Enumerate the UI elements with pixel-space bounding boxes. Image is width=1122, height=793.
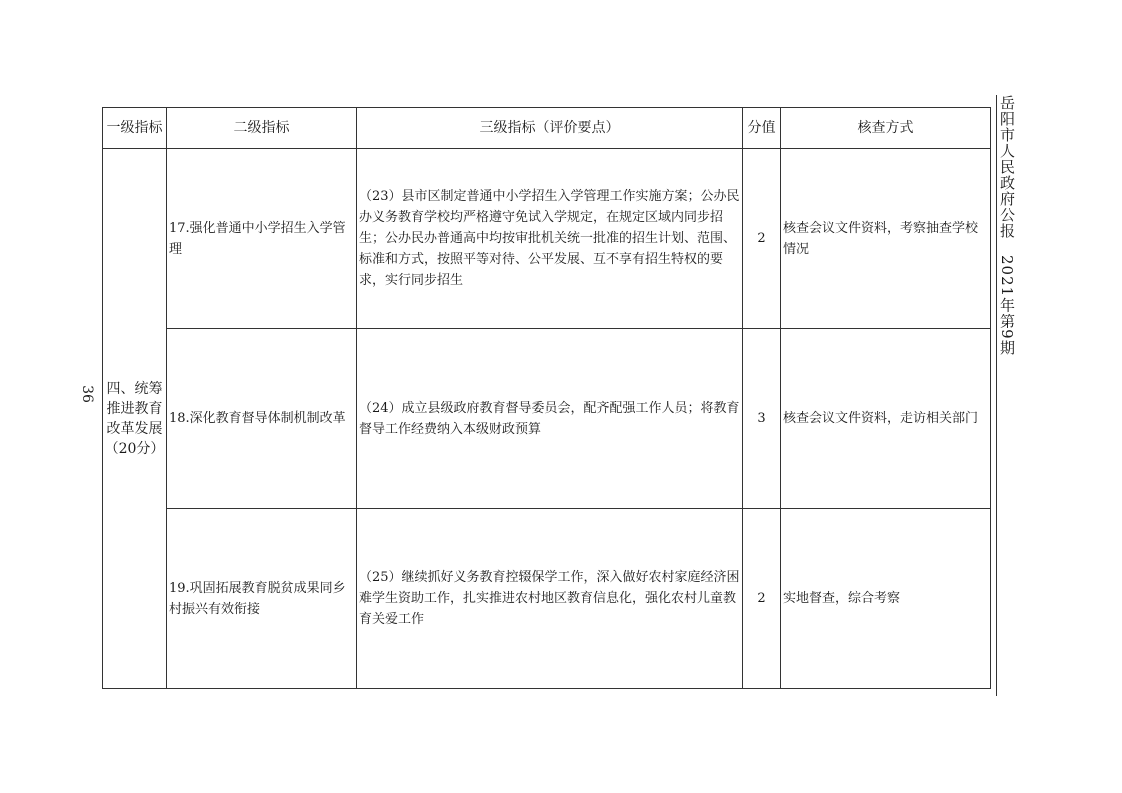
table-header-row <box>103 108 991 149</box>
level3-indicator-cell: （25）继续抓好义务教育控辍保学工作，深入做好农村家庭经济困难学生资助工作，扎实推进农村地区教育信息化，强化农村儿童教育关爱工作 <box>357 509 743 689</box>
level3-indicator-cell: （24）成立县级政府教育督导委员会，配齐配强工作人员；将教育督导工作经费纳入本级财政预算 <box>357 329 743 509</box>
header-method: 核查方式 <box>781 108 991 149</box>
level2-indicator-cell: 19.巩固拓展教育脱贫成果同乡村振兴有效衔接 <box>167 509 357 689</box>
score-cell: 3 <box>743 329 781 509</box>
method-cell: 核查会议文件资料，考察抽查学校情况 <box>781 149 991 329</box>
level3-indicator-cell: （23）县市区制定普通中小学招生入学管理工作实施方案；公办民办义务教育学校均严格遵守免试入学规定，在规定区域内同步招生；公办民办普通高中均按审批机关统一批准的招生计划、范围、标准和方式，按照平等对待、公平发展、互不享有招生特权的要求，实行同步招生 <box>357 149 743 329</box>
level1-indicator-cell: 四、统筹推进教育改革发展（20分） <box>103 149 167 689</box>
level2-indicator-cell: 18.深化教育督导体制机制改革 <box>167 329 357 509</box>
header-level3: 三级指标（评价要点） <box>357 108 743 149</box>
level2-indicator-cell: 17.强化普通中小学招生入学管理 <box>167 149 357 329</box>
table-row <box>103 509 991 689</box>
table-row <box>103 329 991 509</box>
header-level2: 二级指标 <box>167 108 357 149</box>
score-cell: 2 <box>743 509 781 689</box>
journal-header: 岳阳市人民政府公报 2021年第9期 <box>998 95 1016 356</box>
indicator-table <box>102 107 991 689</box>
method-cell: 实地督查，综合考察 <box>781 509 991 689</box>
table-row <box>103 149 991 329</box>
header-level1: 一级指标 <box>103 108 167 149</box>
method-cell: 核查会议文件资料，走访相关部门 <box>781 329 991 509</box>
score-cell: 2 <box>743 149 781 329</box>
page-number: 36 <box>78 385 95 403</box>
header-score: 分值 <box>743 108 781 149</box>
